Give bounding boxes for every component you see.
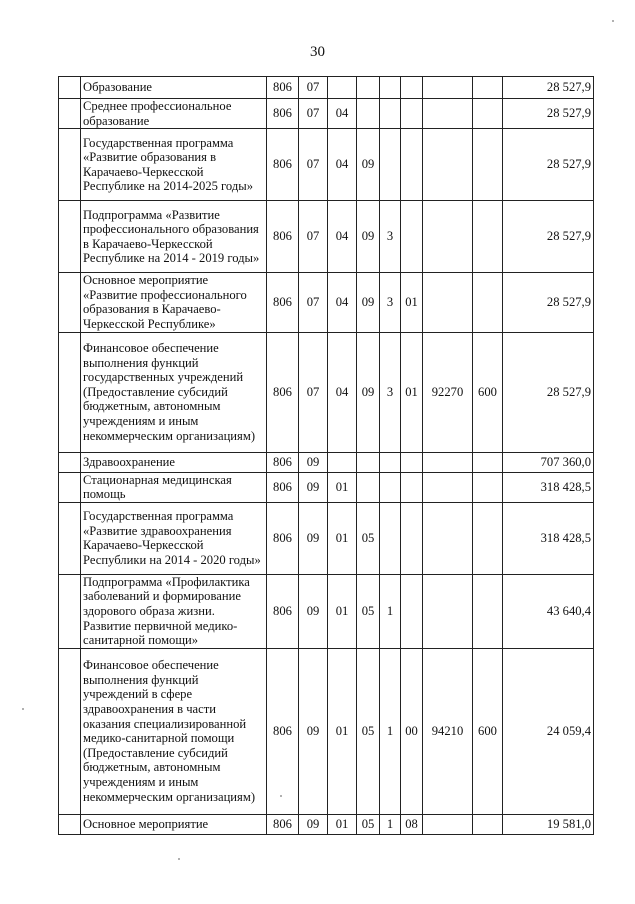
table-row	[59, 472, 594, 502]
code-p2-cell: 1	[380, 648, 401, 814]
code-p3-cell	[401, 77, 423, 99]
code-p4-cell	[423, 814, 473, 834]
code-vr-cell	[473, 472, 503, 502]
code-rz-cell: 09	[299, 472, 328, 502]
page-number: 30	[310, 44, 325, 60]
code-pr-cell: 01	[328, 574, 357, 648]
row-marker-cell	[59, 129, 81, 201]
table-row	[59, 332, 594, 452]
code-rz-cell: 09	[299, 648, 328, 814]
row-marker-cell	[59, 77, 81, 99]
code-ved-cell: 806	[267, 332, 299, 452]
code-vr-cell	[473, 273, 503, 332]
code-p4-cell	[423, 502, 473, 574]
code-vr-cell: 600	[473, 332, 503, 452]
code-pr-cell: 04	[328, 332, 357, 452]
code-rz-cell: 07	[299, 332, 328, 452]
code-ved-cell: 806	[267, 77, 299, 99]
item-name-cell: Подпрограмма «Профилактика заболеваний и формирование здорового образа жизни. Развитие первичной медико-санитарной помощи»	[81, 574, 267, 648]
code-p2-cell	[380, 472, 401, 502]
code-rz-cell: 07	[299, 273, 328, 332]
row-marker-cell	[59, 472, 81, 502]
scan-speck	[280, 795, 282, 797]
code-p4-cell	[423, 452, 473, 472]
scan-speck	[178, 858, 180, 860]
code-p1-cell: 09	[357, 129, 380, 201]
item-name-cell: Финансовое обеспечение выполнения функций государственных учреждений (Предоставление субсидий бюджетным, автономным учреждениям и иным некоммерческим организациям)	[81, 332, 267, 452]
item-name-cell: Среднее профессиональное образование	[81, 99, 267, 129]
code-ved-cell: 806	[267, 201, 299, 273]
code-p3-cell	[401, 99, 423, 129]
table-row	[59, 129, 594, 201]
code-ved-cell: 806	[267, 502, 299, 574]
amount-cell: 318 428,5	[503, 502, 594, 574]
item-name-cell: Финансовое обеспечение выполнения функций учреждений в сфере здравоохранения в части оказания специализированной медико-санитарной помощи (Предоставление субсидий бюджетным, автономным учреждениям и иным некоммерческим организациям)	[81, 648, 267, 814]
code-p1-cell	[357, 99, 380, 129]
code-p1-cell: 05	[357, 814, 380, 834]
code-p2-cell	[380, 129, 401, 201]
code-pr-cell: 01	[328, 472, 357, 502]
row-marker-cell	[59, 574, 81, 648]
amount-cell: 28 527,9	[503, 77, 594, 99]
item-name-cell: Основное мероприятие «Развитие профессионального образования в Карачаево-Черкесской Республике»	[81, 273, 267, 332]
code-ved-cell: 806	[267, 574, 299, 648]
code-pr-cell: 01	[328, 502, 357, 574]
table-row	[59, 273, 594, 332]
code-p3-cell: 01	[401, 273, 423, 332]
table-row	[59, 99, 594, 129]
row-marker-cell	[59, 99, 81, 129]
code-ved-cell: 806	[267, 129, 299, 201]
row-marker-cell	[59, 273, 81, 332]
code-p1-cell	[357, 472, 380, 502]
amount-cell: 28 527,9	[503, 129, 594, 201]
code-vr-cell	[473, 99, 503, 129]
code-pr-cell: 04	[328, 129, 357, 201]
row-marker-cell	[59, 332, 81, 452]
code-ved-cell: 806	[267, 273, 299, 332]
row-marker-cell	[59, 201, 81, 273]
code-ved-cell: 806	[267, 814, 299, 834]
row-marker-cell	[59, 648, 81, 814]
code-p4-cell	[423, 77, 473, 99]
code-p2-cell: 3	[380, 273, 401, 332]
code-p1-cell: 05	[357, 574, 380, 648]
code-ved-cell: 806	[267, 99, 299, 129]
code-p3-cell: 00	[401, 648, 423, 814]
code-vr-cell	[473, 814, 503, 834]
code-rz-cell: 07	[299, 99, 328, 129]
code-p4-cell	[423, 129, 473, 201]
code-vr-cell	[473, 502, 503, 574]
table-body	[59, 77, 594, 835]
code-pr-cell: 01	[328, 648, 357, 814]
code-p2-cell	[380, 77, 401, 99]
code-ved-cell: 806	[267, 648, 299, 814]
item-name-cell: Стационарная медицинская помощь	[81, 472, 267, 502]
table-row	[59, 648, 594, 814]
code-ved-cell: 806	[267, 472, 299, 502]
code-p4-cell	[423, 99, 473, 129]
code-pr-cell: 04	[328, 273, 357, 332]
code-p3-cell	[401, 574, 423, 648]
code-p1-cell: 05	[357, 648, 380, 814]
code-p3-cell: 08	[401, 814, 423, 834]
code-vr-cell	[473, 129, 503, 201]
code-p1-cell	[357, 77, 380, 99]
amount-cell: 707 360,0	[503, 452, 594, 472]
code-pr-cell	[328, 452, 357, 472]
code-rz-cell: 09	[299, 502, 328, 574]
row-marker-cell	[59, 452, 81, 472]
code-vr-cell	[473, 77, 503, 99]
code-p4-cell	[423, 574, 473, 648]
code-rz-cell: 09	[299, 574, 328, 648]
code-pr-cell: 01	[328, 814, 357, 834]
scan-speck	[22, 708, 24, 710]
code-p1-cell: 09	[357, 201, 380, 273]
code-p4-cell: 92270	[423, 332, 473, 452]
table-row	[59, 574, 594, 648]
table-row	[59, 452, 594, 472]
code-p4-cell	[423, 472, 473, 502]
code-rz-cell: 07	[299, 201, 328, 273]
item-name-cell: Государственная программа «Развитие образования в Карачаево-Черкесской Республике на 2014-2025 годы»	[81, 129, 267, 201]
code-vr-cell: 600	[473, 648, 503, 814]
code-vr-cell	[473, 574, 503, 648]
table-row	[59, 77, 594, 99]
amount-cell: 24 059,4	[503, 648, 594, 814]
row-marker-cell	[59, 502, 81, 574]
amount-cell: 28 527,9	[503, 99, 594, 129]
amount-cell: 28 527,9	[503, 332, 594, 452]
amount-cell: 43 640,4	[503, 574, 594, 648]
code-rz-cell: 07	[299, 77, 328, 99]
code-p2-cell: 1	[380, 574, 401, 648]
table-row	[59, 201, 594, 273]
code-p3-cell	[401, 472, 423, 502]
table-row	[59, 502, 594, 574]
code-p3-cell	[401, 502, 423, 574]
item-name-cell: Основное мероприятие	[81, 814, 267, 834]
item-name-cell: Подпрограмма «Развитие профессионального образования в Карачаево-Черкесской Республике на 2014 - 2019 годы»	[81, 201, 267, 273]
item-name-cell: Государственная программа «Развитие здравоохранения Карачаево-Черкесской Республики на 2014 - 2020 годы»	[81, 502, 267, 574]
code-p2-cell	[380, 452, 401, 472]
table-row	[59, 814, 594, 834]
code-p3-cell	[401, 452, 423, 472]
code-p2-cell: 3	[380, 332, 401, 452]
amount-cell: 28 527,9	[503, 273, 594, 332]
code-p1-cell: 09	[357, 332, 380, 452]
row-marker-cell	[59, 814, 81, 834]
code-p2-cell	[380, 99, 401, 129]
code-ved-cell: 806	[267, 452, 299, 472]
code-p1-cell	[357, 452, 380, 472]
code-p4-cell	[423, 201, 473, 273]
item-name-cell: Здравоохранение	[81, 452, 267, 472]
code-pr-cell: 04	[328, 99, 357, 129]
code-rz-cell: 09	[299, 814, 328, 834]
amount-cell: 19 581,0	[503, 814, 594, 834]
amount-cell: 28 527,9	[503, 201, 594, 273]
code-p1-cell: 09	[357, 273, 380, 332]
item-name-cell: Образование	[81, 77, 267, 99]
code-pr-cell	[328, 77, 357, 99]
code-vr-cell	[473, 201, 503, 273]
code-p2-cell: 1	[380, 814, 401, 834]
budget-table	[58, 76, 594, 835]
code-p1-cell: 05	[357, 502, 380, 574]
code-pr-cell: 04	[328, 201, 357, 273]
code-p2-cell	[380, 502, 401, 574]
code-vr-cell	[473, 452, 503, 472]
scan-speck	[612, 20, 614, 22]
code-p3-cell: 01	[401, 332, 423, 452]
code-p4-cell	[423, 273, 473, 332]
amount-cell: 318 428,5	[503, 472, 594, 502]
code-rz-cell: 07	[299, 129, 328, 201]
code-p3-cell	[401, 129, 423, 201]
code-rz-cell: 09	[299, 452, 328, 472]
code-p3-cell	[401, 201, 423, 273]
code-p2-cell: 3	[380, 201, 401, 273]
code-p4-cell: 94210	[423, 648, 473, 814]
